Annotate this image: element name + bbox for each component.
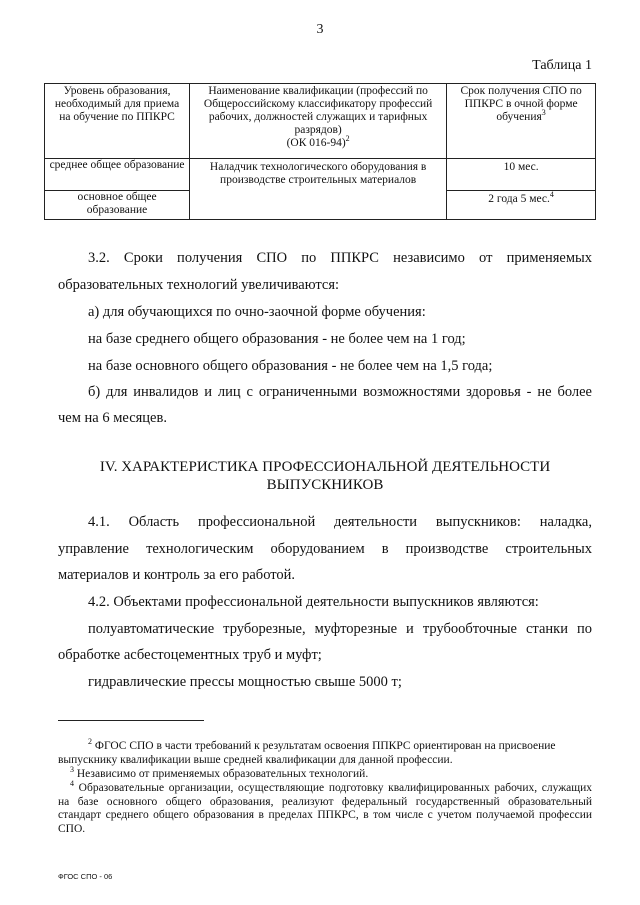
para-3-2-b-line2: чем на 6 месяцев. — [58, 410, 167, 426]
qualification-table — [44, 83, 596, 220]
para-3-2-a: а) для обучающихся по очно-заочной форме обучения: — [88, 304, 426, 320]
table-label: Таблица 1 — [532, 58, 592, 73]
header-education-level: Уровень образования, необходимый для приема на обучение по ППКРС — [45, 84, 190, 159]
cell-level: среднее общее образование — [45, 159, 190, 191]
cell-level: основное общее образование — [45, 191, 190, 220]
para-3-2-b-line1: б) для инвалидов и лиц с ограниченными возможностями здоровья - не более — [88, 384, 592, 400]
para-4-1-line1: 4.1. Область профессиональной деятельности выпускников: наладка, — [88, 514, 592, 530]
section-heading-cont: ВЫПУСКНИКОВ — [266, 477, 384, 493]
para-3-2-a-1: на базе среднего общего образования - не более чем на 1 год; — [88, 331, 466, 347]
header-study-term: Срок получения СПО по ППКРС в очной форме обучения$^3$ — [447, 84, 596, 159]
list-item-1-line1: полуавтоматические труборезные, муфторезные и трубообточные станки по — [88, 621, 592, 637]
list-item-2: гидравлические прессы мощностью свыше 5000 т; — [88, 674, 402, 690]
table-row — [45, 159, 596, 191]
para-3-2-line1: 3.2. Сроки получения СПО по ППКРС независимо от применяемых — [88, 250, 592, 266]
page-number: 3 — [316, 22, 324, 37]
footnote-3: $^3$ Независимо от применяемых образовательных технологий. — [70, 765, 369, 780]
header-qualification-name: Наименование квалификации (профессий по Общероссийскому классификатору профессий рабочих, должностей служащих и тарифных разрядов) (ОК 016-94)$^2$ — [190, 84, 447, 159]
cell-qualification: Наладчик технологического оборудования в производстве строительных материалов — [190, 159, 447, 220]
para-4-2: 4.2. Объектами профессиональной деятельности выпускников являются: — [88, 594, 539, 610]
cell-term: 10 мес. — [447, 159, 596, 191]
footnote-divider — [58, 720, 204, 721]
list-item-1-line2: обработке асбестоцементных труб и муфт; — [58, 647, 322, 663]
para-4-1-line3: материалов и контроль за его работой. — [58, 567, 296, 583]
footnote-2: $^2$ ФГОС СПО в части требований к результатам освоения ППКРС ориентирован на присвоение выпускнику квалификации выше средней квалификации для данной профессии. — [58, 737, 556, 766]
cell-term: 2 года 5 мес.$^4$ — [447, 191, 596, 220]
footnote-4: $^4$ Образовательные организации, осуществляющие подготовку квалифицированных рабочих, служащих на базе основного общего образования, реализуют федеральный государственный образовательный стандарт среднего общего образования в пределах ППКРС, в том числе с учетом получаемой профессии СПО. — [58, 779, 593, 835]
page-footer: ФГОС СПО - 06 — [58, 872, 113, 881]
para-4-1-line2: управление технологическим оборудованием в производстве строительных — [58, 541, 592, 557]
section-heading: IV. ХАРАКТЕРИСТИКА ПРОФЕССИОНАЛЬНОЙ ДЕЯТЕЛЬНОСТИ — [99, 459, 551, 475]
para-3-2-a-2: на базе основного общего образования - не более чем на 1,5 года; — [88, 358, 493, 374]
para-3-2-line2: образовательных технологий увеличиваются: — [58, 277, 340, 293]
table-header-row — [45, 84, 596, 159]
